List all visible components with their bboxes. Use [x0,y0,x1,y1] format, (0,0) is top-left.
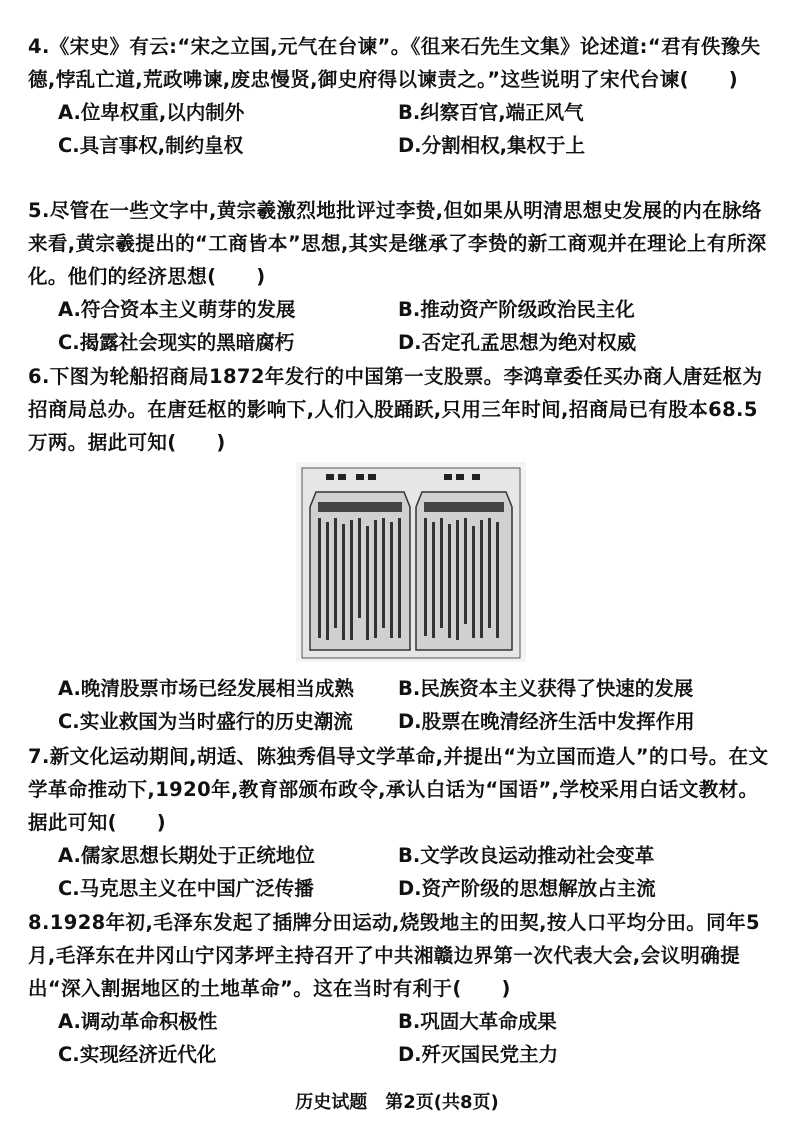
question-6-options [28,672,773,738]
option-c[interactable]: C.实现经济近代化 [58,1043,217,1066]
option-b[interactable]: B.文学改良运动推动社会变革 [398,844,655,867]
option-d[interactable]: D.资产阶级的思想解放占主流 [398,877,656,900]
option-a[interactable]: A.调动革命积极性 [58,1010,218,1033]
option-a[interactable]: A.晚清股票市场已经发展相当成熟 [58,677,354,700]
option-b[interactable]: B.民族资本主义获得了快速的发展 [398,677,694,700]
answer-options [58,96,773,162]
option-d[interactable]: D.歼灭国民党主力 [398,1043,559,1066]
option-a[interactable]: A.符合资本主义萌芽的发展 [58,298,296,321]
question-6 [28,360,773,459]
question-stem: 5.尽管在一些文字中,黄宗羲激烈地批评过李贽,但如果从明清思想史发展的内在脉络来看,黄宗羲提出的“工商皆本”思想,其实是继承了李贽的新工商观并在理论上有所深化。他们的经济思想( ) [28,199,767,288]
option-b[interactable]: B.纠察百官,端正风气 [398,101,584,124]
page-footer: 历史试题 第2页(共8页) [295,1092,499,1113]
option-c[interactable]: C.实业救国为当时盛行的历史潮流 [58,710,353,733]
option-c[interactable]: C.揭露社会现实的黑暗腐朽 [58,331,295,354]
option-a[interactable]: A.位卑权重,以内制外 [58,101,245,124]
option-d[interactable]: D.股票在晚清经济生活中发挥作用 [398,710,695,733]
option-a[interactable]: A.儒家思想长期处于正统地位 [58,844,315,867]
answer-options [58,293,773,359]
answer-options [58,672,773,738]
option-d[interactable]: D.分割相权,集权于上 [398,134,586,157]
question-8 [28,906,773,1071]
question-7 [28,740,773,905]
answer-options [58,1005,773,1071]
option-d[interactable]: D.否定孔孟思想为绝对权威 [398,331,637,354]
option-c[interactable]: C.具言事权,制约皇权 [58,134,244,157]
stock-certificate-image [296,462,526,662]
option-b[interactable]: B.推动资产阶级政治民主化 [398,298,635,321]
question-stem: 4.《宋史》有云:“宋之立国,元气在台谏”。《徂来石先生文集》论述道:“君有佚豫失德,悖乱亡道,荒政咈谏,废忠慢贤,御史府得以谏责之。”这些说明了宋代台谏( ) [28,35,761,91]
question-stem: 8.1928年初,毛泽东发起了插牌分田运动,烧毁地主的田契,按人口平均分田。同年5月,毛泽东在井冈山宁冈茅坪主持召开了中共湘赣边界第一次代表大会,会议明确提出“深入割据地区的土地革命”。这在当时有利于( ) [28,911,760,1000]
question-stem: 6.下图为轮船招商局1872年发行的中国第一支股票。李鸿章委任买办商人唐廷枢为招商局总办。在唐廷枢的影响下,人们入股踊跃,只用三年时间,招商局已有股本68.5万两。据此可知( ) [28,365,763,454]
option-b[interactable]: B.巩固大革命成果 [398,1010,557,1033]
answer-options [58,839,773,905]
option-c[interactable]: C.马克思主义在中国广泛传播 [58,877,314,900]
question-5 [28,194,773,359]
question-4 [28,30,773,162]
question-stem: 7.新文化运动期间,胡适、陈独秀倡导文学革命,并提出“为立国而造人”的口号。在文学革命推动下,1920年,教育部颁布政令,承认白话为“国语”,学校采用白话文教材。据此可知( ) [28,745,769,834]
